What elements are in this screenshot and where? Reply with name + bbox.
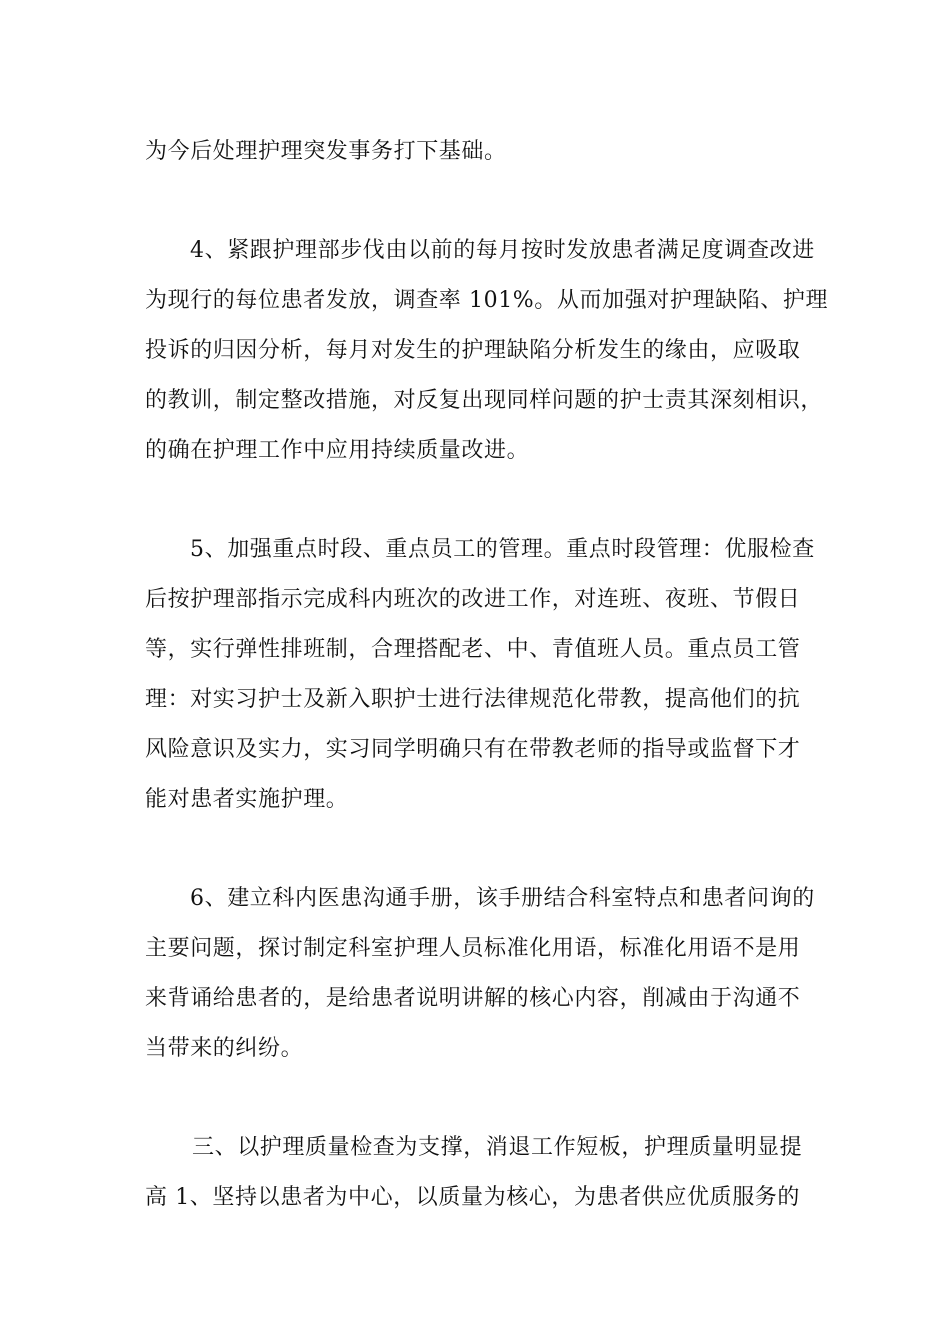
paragraph-line: 的教训，制定整改措施，对反复出现同样问题的护士责其深刻相识，	[145, 388, 824, 413]
paragraph-line: 的确在护理工作中应用持续质量改进。	[145, 438, 530, 463]
paragraph-line: 4、紧跟护理部步伐由以前的每月按时发放患者满足度调查改进	[190, 238, 815, 263]
paragraph-line: 6、建立科内医患沟通手册，该手册结合科室特点和患者问询的	[190, 886, 815, 911]
paragraph-line: 来背诵给患者的，是给患者说明讲解的核心内容，削减由于沟通不	[145, 986, 801, 1011]
paragraph-line: 后按护理部指示完成科内班次的改进工作，对连班、夜班、节假日	[145, 587, 801, 612]
paragraph-line: 为现行的每位患者发放，调查率 101%。从而加强对护理缺陷、护理	[145, 288, 829, 313]
paragraph-line: 风险意识及实力，实习同学明确只有在带教老师的指导或监督下才	[145, 737, 801, 762]
paragraph-line: 理：对实习护士及新入职护士进行法律规范化带教，提高他们的抗	[145, 687, 801, 712]
paragraph-line: 当带来的纠纷。	[145, 1036, 304, 1061]
paragraph-line: 能对患者实施护理。	[145, 787, 349, 812]
paragraph-line: 5、加强重点时段、重点员工的管理。重点时段管理：优服检查	[190, 537, 815, 562]
paragraph-line: 三、以护理质量检查为支撑，消退工作短板，护理质量明显提	[192, 1135, 803, 1160]
paragraph-line: 高 1、坚持以患者为中心，以质量为核心，为患者供应优质服务的	[145, 1185, 800, 1210]
paragraph-line: 投诉的归因分析，每月对发生的护理缺陷分析发生的缘由，应吸取	[145, 338, 801, 363]
paragraph-line: 为今后处理护理突发事务打下基础。	[145, 139, 507, 164]
paragraph-line: 等，实行弹性排班制，合理搭配老、中、青值班人员。重点员工管	[145, 637, 801, 662]
paragraph-line: 主要问题，探讨制定科室护理人员标准化用语，标准化用语不是用	[145, 936, 801, 961]
